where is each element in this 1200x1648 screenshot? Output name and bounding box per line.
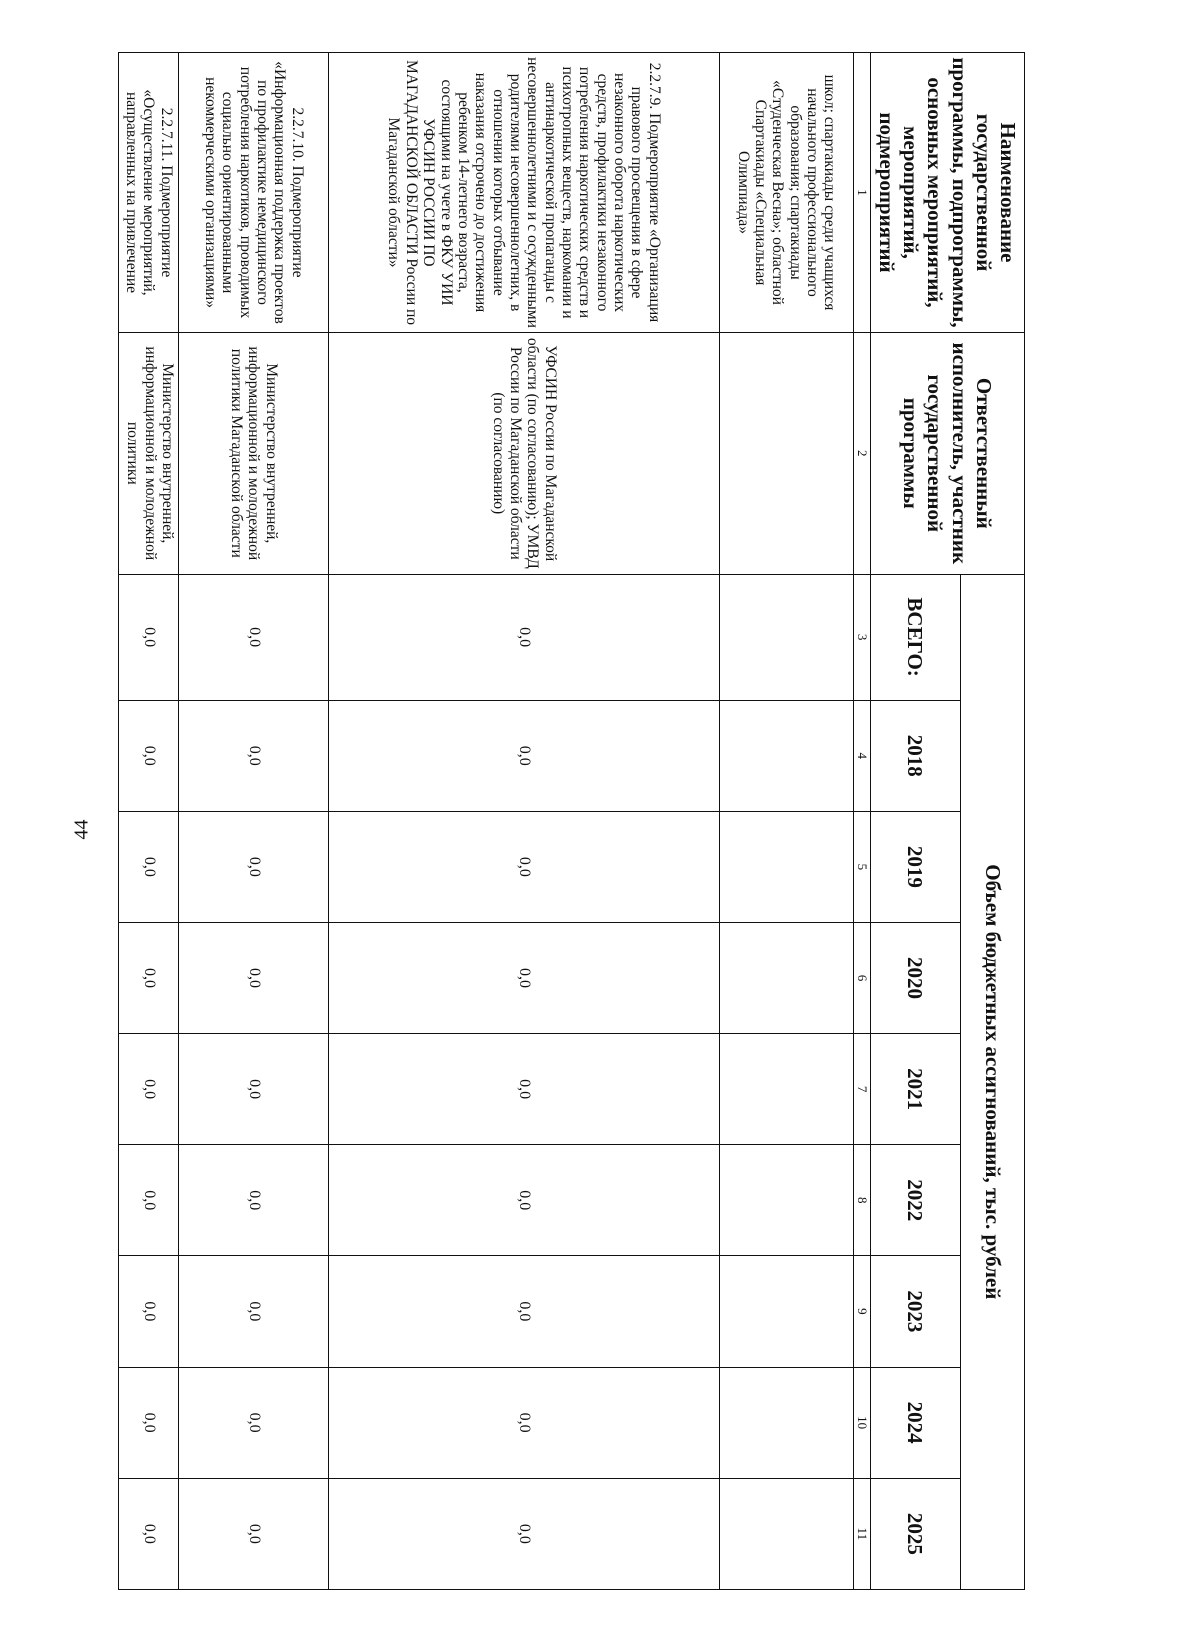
- header-name: Наименование государственной программы, подпрограммы, основных мероприятий, мероприятий, подмероприятий: [870, 53, 1024, 333]
- column-number: 6: [853, 922, 870, 1033]
- row-value: [719, 1367, 853, 1478]
- row-value: 0,0: [179, 574, 329, 700]
- row-value: [719, 1034, 853, 1145]
- column-number: 9: [853, 1256, 870, 1367]
- row-value: 0,0: [329, 1034, 719, 1145]
- column-number-row: [853, 53, 870, 1590]
- row-value: 0,0: [329, 811, 719, 922]
- header-year: 2025: [870, 1478, 960, 1589]
- header-year: 2019: [870, 811, 960, 922]
- row-name: 2.2.7.9. Подмероприятие «Организация правового просвещения в сфере незаконного оборота наркотических средств, профилактики незаконного потребления наркотических средств и психотропных веществ, наркомании и антинаркотической пропаганды с несовершеннолетними и с осужденными родителями несовершеннолетних, в отношении которых отбывание наказания отсрочено до достижения ребенком 14-летнего возраста, состоящими на учете в ФКУ УИИ УФСИН РОССИИ ПО МАГАДАНСКОЙ ОБЛАСТИ России по Магаданской области»: [329, 53, 719, 333]
- header-budget: Объем бюджетных ассигнований, тыс. рублей: [960, 574, 1024, 1589]
- row-value: [719, 811, 853, 922]
- row-value: 0,0: [179, 1256, 329, 1367]
- page-number: 44: [70, 819, 93, 840]
- row-value: [719, 1478, 853, 1589]
- row-executor: Министерство внутренней, информационной и молодежной политики Магаданской области: [179, 333, 329, 575]
- row-value: 0,0: [119, 811, 179, 922]
- row-value: 0,0: [329, 574, 719, 700]
- row-value: [719, 1145, 853, 1256]
- row-value: [719, 574, 853, 700]
- header-year: 2022: [870, 1145, 960, 1256]
- row-value: 0,0: [329, 1478, 719, 1589]
- header-executor: Ответственный исполнитель, участник государственной программы: [870, 333, 1024, 575]
- row-value: 0,0: [179, 1034, 329, 1145]
- row-value: [719, 922, 853, 1033]
- column-number: 3: [853, 574, 870, 700]
- row-value: 0,0: [119, 922, 179, 1033]
- column-number: 7: [853, 1034, 870, 1145]
- table-row: [719, 53, 853, 1590]
- row-value: 0,0: [329, 1145, 719, 1256]
- row-value: 0,0: [119, 700, 179, 811]
- column-number: 1: [853, 53, 870, 333]
- budget-table: [118, 52, 1025, 1590]
- row-value: 0,0: [179, 922, 329, 1033]
- row-value: 0,0: [179, 1478, 329, 1589]
- header-total: ВСЕГО:: [870, 574, 960, 700]
- column-number: 5: [853, 811, 870, 922]
- row-name: 2.2.7.10. Подмероприятие «Информационная поддержка проектов по профилактике немедицинского потребления наркотиков, проводимых социально ориентированными некоммерческими организациями»: [179, 53, 329, 333]
- row-value: 0,0: [119, 1034, 179, 1145]
- row-value: 0,0: [179, 1367, 329, 1478]
- row-value: [719, 700, 853, 811]
- header-year: 2024: [870, 1367, 960, 1478]
- row-value: 0,0: [119, 1367, 179, 1478]
- table-row: [119, 53, 179, 1590]
- table-row: [179, 53, 329, 1590]
- column-number: 10: [853, 1367, 870, 1478]
- row-value: 0,0: [119, 1145, 179, 1256]
- header-year: 2018: [870, 700, 960, 811]
- row-name: 2.2.7.11. Подмероприятие «Осуществление мероприятий, направленных на привлечение: [119, 53, 179, 333]
- row-executor: Министерство внутренней, информационной и молодежной политики: [119, 333, 179, 575]
- header-year: 2020: [870, 922, 960, 1033]
- rotated-table-wrapper: [118, 52, 1025, 1590]
- column-number: 8: [853, 1145, 870, 1256]
- row-executor: УФСИН России по Магаданской области (по согласованию); УМВД России по Магаданской области (по согласованию): [329, 333, 719, 575]
- table-row: [329, 53, 719, 1590]
- column-number: 11: [853, 1478, 870, 1589]
- row-value: 0,0: [329, 1367, 719, 1478]
- row-value: 0,0: [329, 1256, 719, 1367]
- row-executor: [719, 333, 853, 575]
- column-number: 4: [853, 700, 870, 811]
- row-value: 0,0: [179, 700, 329, 811]
- row-value: [719, 1256, 853, 1367]
- row-value: 0,0: [329, 700, 719, 811]
- row-value: 0,0: [119, 1256, 179, 1367]
- row-value: 0,0: [179, 811, 329, 922]
- row-value: 0,0: [119, 1478, 179, 1589]
- row-value: 0,0: [329, 922, 719, 1033]
- row-value: 0,0: [119, 574, 179, 700]
- column-number: 2: [853, 333, 870, 575]
- header-year: 2021: [870, 1034, 960, 1145]
- header-year: 2023: [870, 1256, 960, 1367]
- row-value: 0,0: [179, 1145, 329, 1256]
- row-name: школ; спартакиады среди учащихся начального профессионального образования; спартакиады «Студенческая Весна»; областной Спартакиады «Специальная Олимпиада»: [719, 53, 853, 333]
